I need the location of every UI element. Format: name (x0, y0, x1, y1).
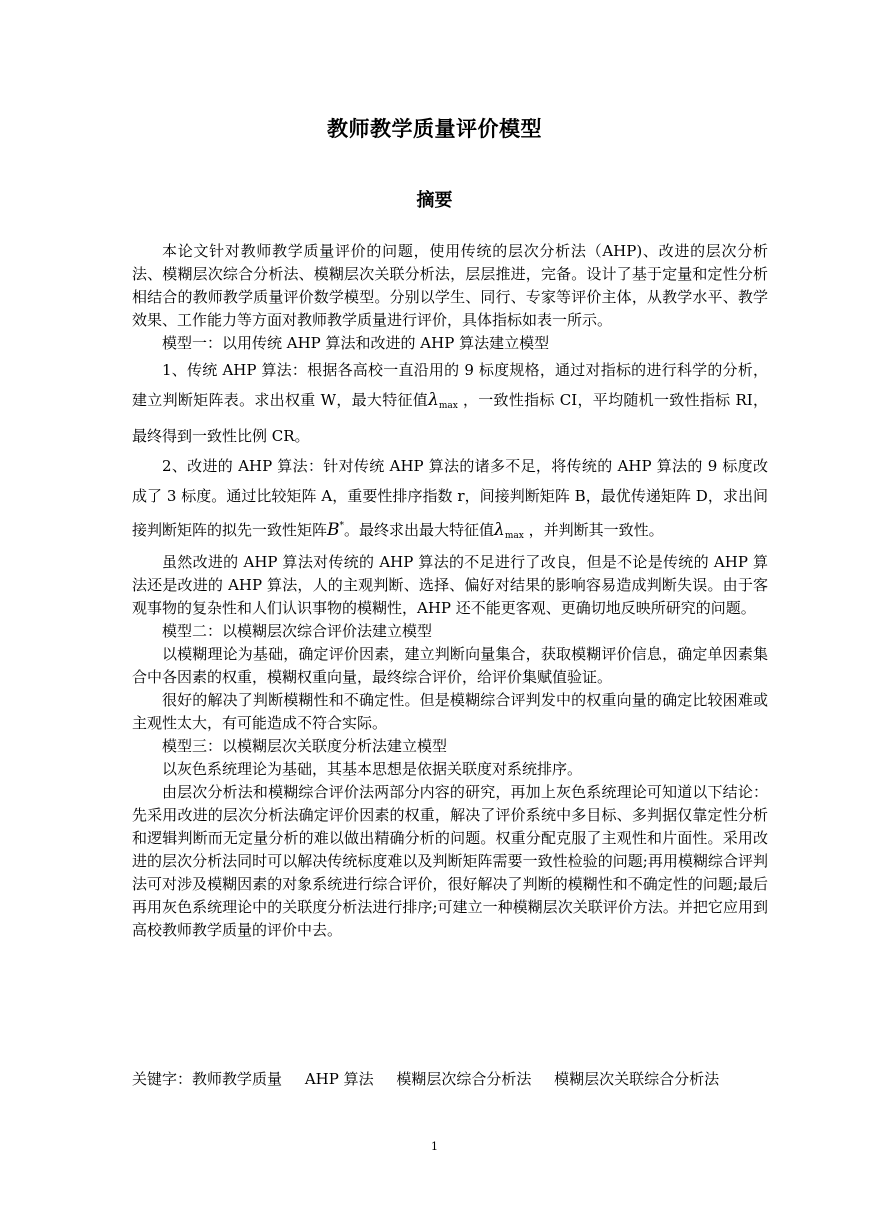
keyword-item: 模糊层次综合分析法 (396, 1070, 532, 1088)
abstract-paragraph-traditional-ahp (132, 355, 768, 451)
abstract-paragraph-fuzzy-method: 以模糊理论为基础，确定评价因素，建立判断向量集合，获取模糊评价信息，确定单因素集合中各因素的权重，模糊权重向量，最终综合评价，给评价集赋值验证。 (132, 645, 768, 686)
matrix-b-superscript: * (339, 521, 345, 531)
model-one-heading: 模型一：以用传统 AHP 算法和改进的 AHP 算法建立模型 (162, 334, 550, 352)
paragraph-text: 1、传统 AHP 算法：根据各高校一直沿用的 9 标度规格，通过对指标的进行科学的分析，建立判断矩阵表。求出权重 W，最大特征值 (132, 361, 768, 409)
keywords-label: 关键字： (132, 1070, 193, 1088)
abstract-paragraph-improved-ahp (132, 451, 768, 551)
paragraph-text: 2、改进的 AHP 算法：针对传统 AHP 算法的诸多不足，将传统的 AHP 算法的 9 标度改成了 3 标度。通过比较矩阵 A，重要性排序指数 r，间接判断矩阵 B，最优传递矩阵 D，求出间接判断矩阵的拟先一致性矩阵 (132, 457, 768, 539)
page-number: 1 (431, 1140, 438, 1153)
abstract-paragraph-grey-theory: 以灰色系统理论为基础，其基本思想是依据关联度对系统排序。 (162, 760, 583, 778)
lambda-subscript: max (504, 531, 524, 541)
keyword-item: AHP 算法 (304, 1070, 374, 1088)
lambda-symbol: λ (428, 390, 439, 410)
keyword-item: 教师教学质量 (192, 1070, 283, 1088)
keyword-item: 模糊层次关联综合分析法 (554, 1070, 720, 1088)
abstract-heading: 摘要 (416, 190, 453, 211)
document-title: 教师教学质量评价模型 (327, 117, 542, 141)
model-two-heading: 模型二：以模糊层次综合评价法建立模型 (162, 622, 433, 640)
lambda-subscript: max (438, 401, 458, 411)
paragraph-text: ，并判断其一致性。 (523, 521, 664, 539)
abstract-paragraph-fuzzy-limitations: 很好的解决了判断模糊性和不确定性。但是模糊综合评判发中的权重向量的确定比较困难或主观性太大，有可能造成不符合实际。 (132, 691, 768, 732)
abstract-paragraph-1: 本论文针对教师教学质量评价的问题，使用传统的层次分析法（AHP)、改进的层次分析法、模糊层次综合分析法、模糊层次关联分析法，层层推进，完备。设计了基于定量和定性分析相结合的教师教学质量评价数学模型。分别以学生、同行、专家等评价主体，从教学水平、教学效果、工作能力等方面对教师教学质量进行评价，具体指标如表一所示。 (132, 242, 768, 329)
paragraph-text: 。最终求出最大特征值 (344, 521, 495, 539)
keywords-list (192, 1068, 772, 1091)
abstract-paragraph-conclusion: 由层次分析法和模糊综合评价法两部分内容的研究，再加上灰色系统理论可知道以下结论：先采用改进的层次分析法确定评价因素的权重，解决了评价系统中多目标、多判据仅靠定性分析和逻辑判断而无定量分析的难以做出精确分析的问题。权重分配克服了主观性和片面性。采用改进的层次分析法同时可以解决传统标度难以及判断矩阵需要一致性检验的问题;再用模糊综合评判法可对涉及模糊因素的对象系统进行综合评价，很好解决了判断的模糊性和不确定性的问题;最后再用灰色系统理论中的关联度分析法进行排序;可建立一种模糊层次关联评价方法。并把它应用到高校教师教学质量的评价中去。 (132, 783, 768, 939)
abstract-body (132, 240, 768, 942)
keywords-line (132, 1068, 772, 1091)
matrix-b-symbol: B (327, 520, 340, 540)
paragraph-text: ，一致性指标 CI，平均随机一致性指标 RI，最终得到一致性比例 CR。 (132, 391, 769, 445)
model-three-heading: 模型三：以模糊层次关联度分析法建立模型 (162, 737, 448, 755)
abstract-paragraph-ahp-limitations: 虽然改进的 AHP 算法对传统的 AHP 算法的不足进行了改良，但是不论是传统的 AHP 算法还是改进的 AHP 算法，人的主观判断、选择、偏好对结果的影响容易造成判断失误。由于客观事物的复杂性和人们认识事物的模糊性，AHP 还不能更客观、更确切地反映所研究的问题。 (132, 553, 768, 617)
lambda-symbol: λ (494, 520, 505, 540)
